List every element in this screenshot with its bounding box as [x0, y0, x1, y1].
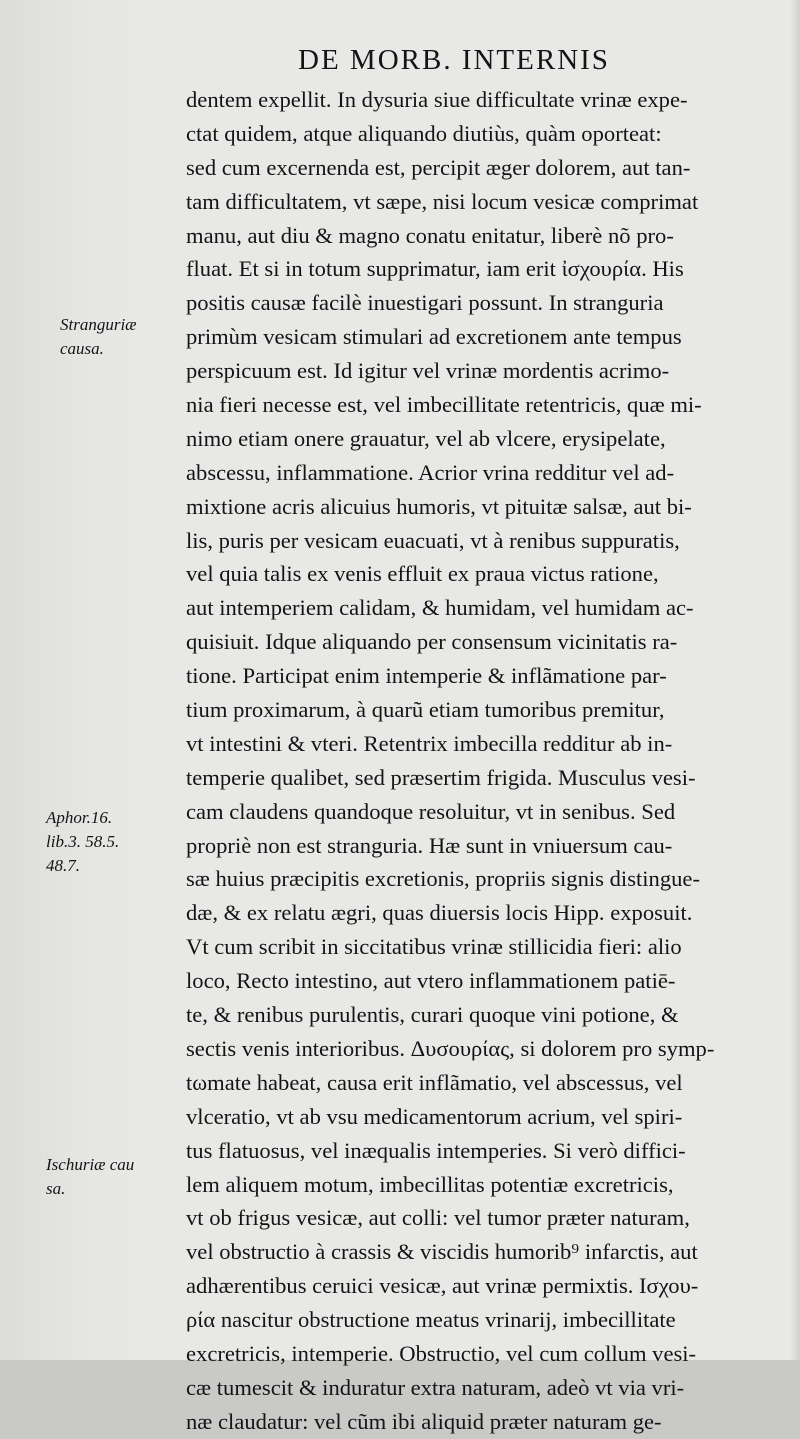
body-text-line: nimo etiam onere grauatur, vel ab vlcere, erysipelate,: [186, 425, 666, 451]
page-edge-shadow: [790, 0, 800, 1360]
body-text-line: ctat quidem, atque aliquando diutiùs, quàm oporteat:: [186, 120, 662, 146]
body-text-line: tium proximarum, à quarũ etiam tumoribus premitur,: [186, 697, 665, 723]
margin-note-aphorism-reference: [46, 806, 119, 878]
body-text-line: loco, Recto intestino, aut vtero inflammationem patiē-: [186, 968, 676, 994]
body-text-line: mixtione acris alicuius humoris, vt pituitæ salsæ, aut bi-: [186, 493, 692, 519]
body-text-line: excretricis, intemperie. Obstructio, vel cum collum vesi-: [186, 1340, 697, 1366]
body-text-line: tione. Participat enim intemperie & inflãmatione par-: [186, 663, 667, 689]
body-text-line: lis, puris per vesicam euacuati, vt à renibus suppuratis,: [186, 527, 680, 553]
margin-note-line: Ischuriæ cau: [46, 1155, 135, 1174]
body-text-line: cæ tumescit & induratur extra naturam, adeò vt via vri-: [186, 1374, 685, 1400]
margin-note-stranguria: [60, 313, 137, 361]
body-text-line: primùm vesicam stimulari ad excretionem ante tempus: [186, 324, 682, 350]
body-text-line: aut intemperiem calidam, & humidam, vel humidam ac-: [186, 595, 694, 621]
body-text-line: cam claudens quandoque resoluitur, vt in senibus. Sed: [186, 798, 676, 824]
body-text-line: vt intestini & vteri. Retentrix imbecilla redditur ab in-: [186, 730, 673, 756]
body-text-line: lem aliquem motum, imbecillitas potentiæ excretricis,: [186, 1171, 674, 1197]
body-text-line: perspicuum est. Id igitur vel vrinæ mordentis acrimo-: [186, 358, 670, 384]
running-head: DE MORB. INTERNIS: [298, 44, 610, 76]
body-text-line: quisiuit. Idque aliquando per consensum vicinitatis ra-: [186, 629, 678, 655]
body-text-line: manu, aut diu & magno conatu enitatur, liberè nõ pro-: [186, 222, 674, 248]
body-text-line: vel obstructio à crassis & viscidis humorib⁹ infarctis, aut: [186, 1239, 698, 1265]
body-text-line: nia fieri necesse est, vel imbecillitate retentricis, quæ mi-: [186, 392, 702, 418]
body-text-line: dentem expellit. In dysuria siue difficultate vrinæ expe-: [186, 87, 688, 112]
margin-note-line: Aphor.16.: [46, 808, 113, 827]
margin-note-line: causa.: [60, 339, 104, 358]
body-text-line: næ claudatur: vel cũm ibi aliquid præter naturam ge-: [186, 1408, 662, 1434]
margin-note-ischuria: [46, 1153, 134, 1201]
body-text-line: vel quia talis ex venis effluit ex praua victus ratione,: [186, 561, 659, 587]
body-text-line: ρία nascitur obstructione meatus vrinarij, imbecillitate: [186, 1307, 676, 1333]
body-text-line: te, & renibus purulentis, curari quoque vini potione, &: [186, 1002, 679, 1028]
body-text-line: abscessu, inflammatione. Acrior vrina redditur vel ad-: [186, 459, 675, 485]
body-text-line: tus flatuosus, vel inæqualis intemperies. Si verò diffici-: [186, 1137, 686, 1163]
margin-note-line: 48.7.: [46, 856, 80, 875]
body-text-line: temperie qualibet, sed præsertim frigida. Musculus vesi-: [186, 764, 696, 790]
margin-note-line: sa.: [46, 1179, 66, 1198]
body-text-line: vlceratio, vt ab vsu medicamentorum acrium, vel spiri-: [186, 1103, 683, 1129]
body-text-line: tωmate habeat, causa erit inflãmatio, vel abscessus, vel: [186, 1069, 683, 1095]
body-text-line: sectis venis interioribus. Δυσουρίας, si dolorem pro symp-: [186, 1035, 715, 1061]
body-text-line: tam difficultatem, vt sæpe, nisi locum vesicæ comprimat: [186, 188, 699, 214]
body-text-line: sæ huius præcipitis excretionis, propriis signis distingue-: [186, 866, 700, 892]
body-text-line: sed cum excernenda est, percipit æger dolorem, aut tan-: [186, 154, 691, 180]
body-text-line: dæ, & ex relatu ægri, quas diuersis locis Hipp. exposuit.: [186, 900, 693, 926]
margin-note-line: lib.3. 58.5.: [46, 832, 120, 851]
margin-note-line: Stranguriæ: [60, 315, 137, 334]
body-text-line: propriè non est stranguria. Hæ sunt in vniuersum cau-: [186, 832, 673, 858]
body-text-block: [186, 83, 762, 1439]
body-text-line: Vt cum scribit in siccitatibus vrinæ stillicidia fieri: alio: [186, 934, 682, 960]
body-text-line: fluat. Et si in totum supprimatur, iam erit ἰσχουρία. His: [186, 256, 684, 282]
body-text-line: positis causæ facilè inuestigari possunt. In stranguria: [186, 290, 664, 316]
body-text-line: vt ob frigus vesicæ, aut colli: vel tumor præter naturam,: [186, 1205, 690, 1231]
body-text-line: adhærentibus ceruici vesicæ, aut vrinæ permixtis. Ισχου-: [186, 1273, 699, 1299]
